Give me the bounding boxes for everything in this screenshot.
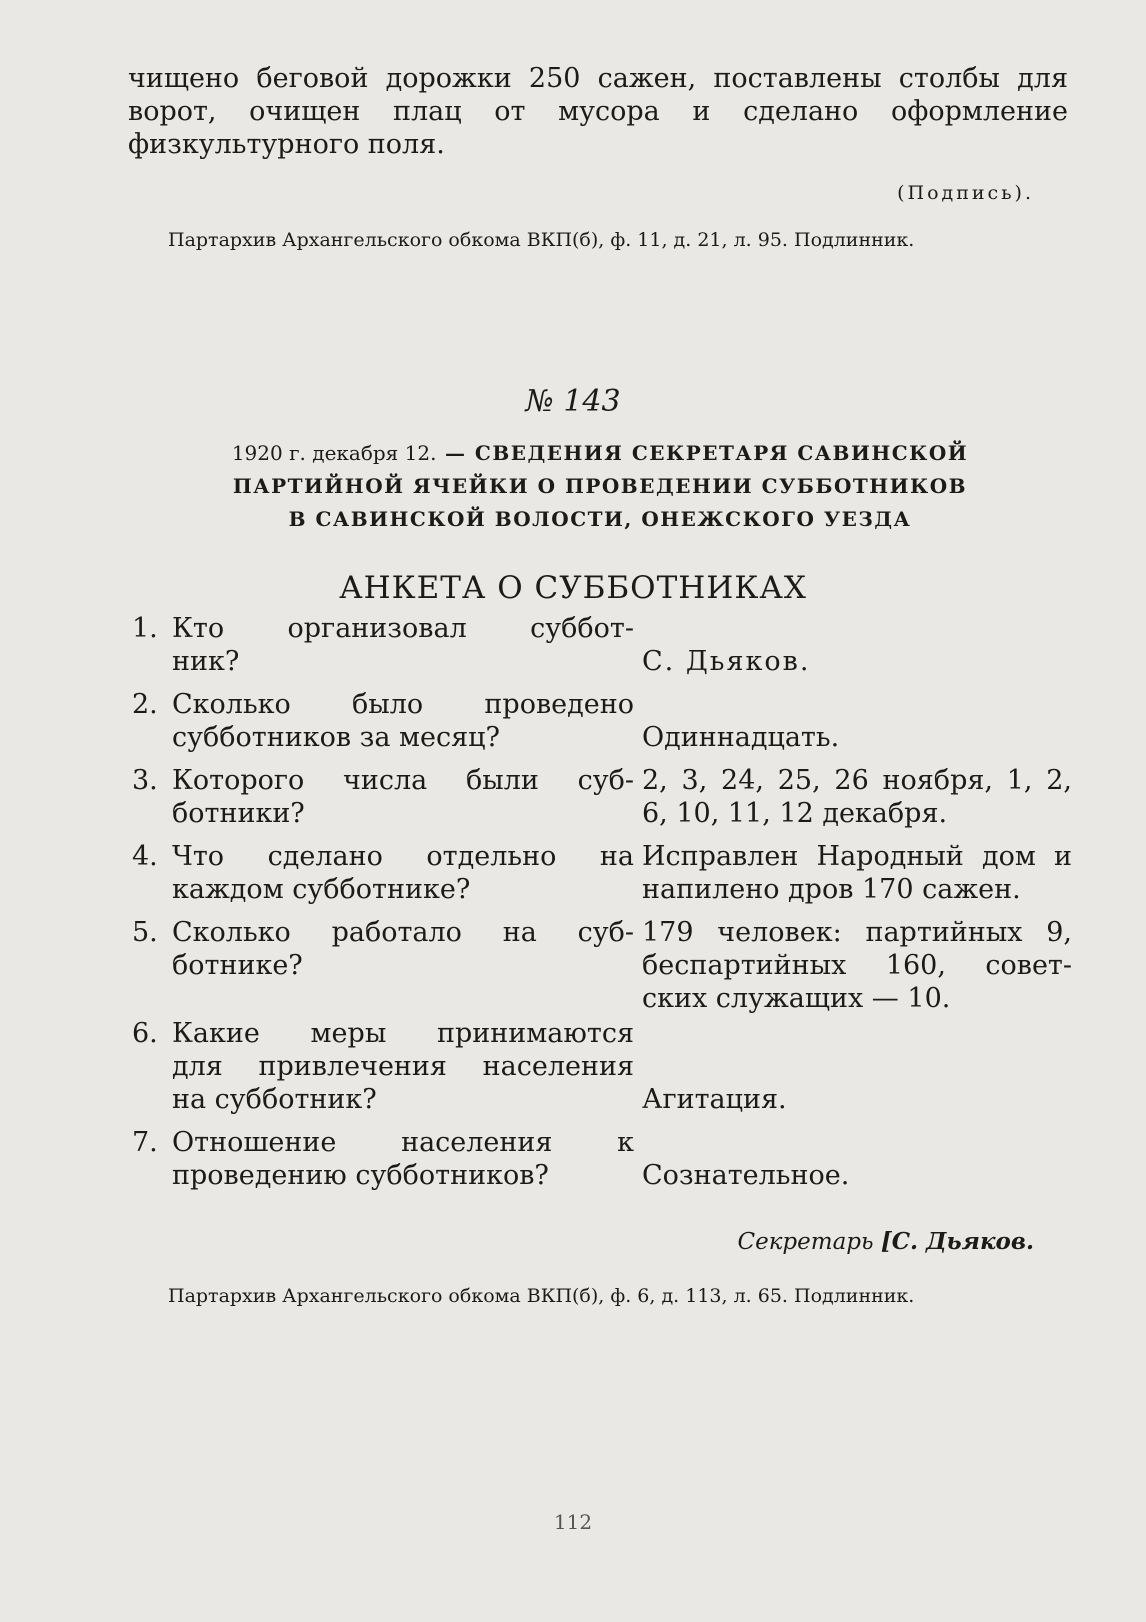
- answer-text: Сознательное.: [642, 1160, 850, 1191]
- signature-bottom: [737, 1228, 1034, 1255]
- source-note-1: Партархив Архангельского обкома ВКП(б), ф. 11, д. 21, л. 95. Подлинник.: [168, 229, 915, 251]
- signature-role: Секретарь: [737, 1229, 874, 1255]
- question-number: 7.: [132, 1127, 158, 1158]
- signature-name: [С. Дьяков.: [880, 1228, 1034, 1255]
- prose-top: чищено беговой дорожки 250 сажен, поставлены столбы для ворот, очищен плац от мусора и сделано оформление физкультурного поля.: [128, 63, 1068, 160]
- answer-text: С. Дьяков.: [642, 646, 811, 677]
- question-text: Что сделано отдельно на каждом субботнике?: [172, 841, 634, 905]
- page-number: 112: [553, 1510, 593, 1534]
- heading-title-line-2: ПАРТИЙНОЙ ЯЧЕЙКИ О ПРОВЕДЕНИИ СУББОТНИКОВ: [232, 474, 968, 498]
- answer-text: Исправлен Народный дом и напилено дров 170 сажен.: [642, 841, 1072, 905]
- signature-top: (Подпись).: [897, 182, 1034, 204]
- source-note-2: Партархив Архангельского обкома ВКП(б), ф. 6, д. 113, л. 65. Подлинник.: [168, 1285, 915, 1307]
- question-text: Которого числа были суб- ботники?: [172, 765, 634, 829]
- form-title: АНКЕТА О СУББОТНИКАХ: [339, 570, 807, 606]
- question-text: Сколько было проведено субботников за месяц?: [172, 689, 634, 753]
- heading-title-line-3: В САВИНСКОЙ ВОЛОСТИ, ОНЕЖСКОГО УЕЗДА: [288, 507, 912, 531]
- question-number: 6.: [132, 1018, 158, 1049]
- answer-text: 2, 3, 24, 25, 26 ноября, 1, 2, 6, 10, 11, 12 декабря.: [642, 765, 1072, 829]
- document-number: № 143: [525, 384, 621, 419]
- heading-date: 1920 г. декабря 12.: [231, 441, 437, 465]
- answer-text: Одиннадцать.: [642, 722, 840, 753]
- question-text: Отношение населения к проведению субботников?: [172, 1127, 634, 1191]
- question-text: Кто организовал суббот- ник?: [172, 613, 634, 677]
- question-text: Сколько работало на суб- ботнике?: [172, 917, 634, 981]
- question-number: 4.: [132, 841, 158, 872]
- question-text: Какие меры принимаются для привлечения населения на субботник?: [172, 1018, 634, 1115]
- question-number: 1.: [132, 613, 158, 644]
- answer-text: Агитация.: [642, 1084, 787, 1115]
- question-number: 3.: [132, 765, 158, 796]
- document-heading: [160, 437, 1040, 536]
- question-number: 5.: [132, 917, 158, 948]
- question-number: 2.: [132, 689, 158, 720]
- heading-title-line-1: — СВЕДЕНИЯ СЕКРЕТАРЯ САВИНСКОЙ: [444, 441, 969, 465]
- answer-text: 179 человек: партийных 9, беспартийных 160, совет- ских служащих — 10.: [642, 917, 1072, 1014]
